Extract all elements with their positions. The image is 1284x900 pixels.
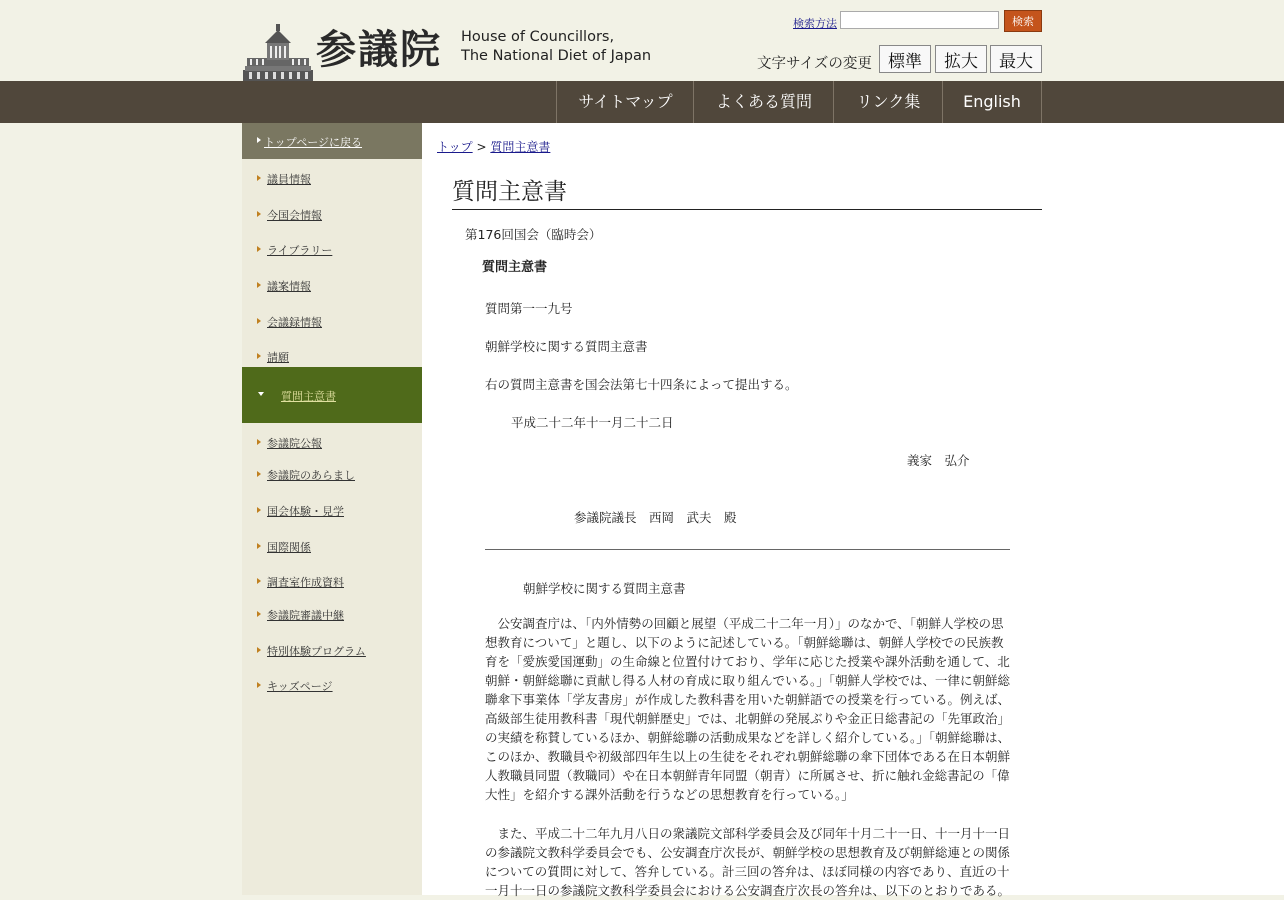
sidebar-item-bulletin — [242, 433, 422, 453]
triangle-right-icon — [257, 175, 261, 181]
submission-statement: 右の質問主意書を国会法第七十四条によって提出する。 — [485, 377, 798, 392]
triangle-right-icon — [257, 507, 261, 513]
document-heading: 質問主意書 — [482, 260, 548, 275]
triangle-right-icon — [257, 647, 261, 653]
font-size-label: 文字サイズの変更 — [757, 56, 872, 72]
sidebar-item-bills — [242, 276, 422, 296]
sidebar-item-broadcast — [242, 605, 422, 625]
nav-sitemap[interactable]: サイトマップ — [556, 81, 694, 123]
question-paragraph-2: また、平成二十二年九月八日の衆議院文部科学委員会及び同年十月二十一日、十一月十一日の参議院文教科学委員会でも、公安調査庁次長が、朝鮮学校の思想教育及び朝鮮総連との関係についての質問に対して、答弁している。計三回の答弁は、ほぼ同様の内容であり、直近の十一月十一日の参議院文教科学委員会における公安調査庁次長の答弁は、以下のとおりである。 — [485, 826, 1011, 898]
page-title: 質問主意書 — [452, 173, 1042, 210]
sidebar-item-label[interactable]: 国会体験・見学 — [267, 505, 344, 518]
question-body-title: 朝鮮学校に関する質問主意書 — [523, 581, 686, 596]
question-title: 朝鮮学校に関する質問主意書 — [485, 339, 648, 354]
triangle-right-icon — [257, 471, 261, 477]
font-size-max-button[interactable]: 最大 — [990, 45, 1042, 73]
breadcrumb — [437, 138, 550, 155]
sidebar-item-tours — [242, 501, 422, 521]
nav-faq[interactable]: よくある質問 — [693, 81, 834, 123]
breadcrumb-top-link[interactable]: トップ — [437, 140, 473, 154]
question-number: 質問第一一九号 — [485, 301, 573, 316]
triangle-right-icon — [257, 353, 261, 359]
sidebar-item-kids — [242, 676, 422, 696]
search-method-link[interactable]: 検索方法 — [793, 17, 837, 30]
divider — [485, 549, 1010, 550]
triangle-right-icon — [257, 211, 261, 217]
sidebar-top-link-box — [242, 123, 422, 159]
sidebar-item-label[interactable]: 質問主意書 — [281, 390, 336, 403]
sidebar-item-label[interactable]: キッズページ — [267, 680, 333, 693]
question-paragraph-1: 公安調査庁は、「内外情勢の回顧と展望（平成二十二年一月）」のなかで、「朝鮮人学校の思想教育について」と題し、以下のように記述している。「朝鮮総聯は、朝鮮人学校での民族教育を「愛族愛国運動」の生命線と位置付けており、学年に応じた授業や課外活動を通して、北朝鮮・朝鮮総聯に貢献し得る人材の育成に取り組んでいる。」「朝鮮人学校では、一律に朝鮮総聯傘下事業体「学友書房」が作成した教科書を用いた朝鮮語での授業を行っている。例えば、高級部生徒用教科書「現代朝鮮歴史」では、北朝鮮の発展ぶりや金正日総書記の「先軍政治」の実績を称賛しているほか、朝鮮総聯の活動成果などを詳しく紹介している。」「朝鮮総聯は、このほか、教職員や初級部四年生以上の生徒をそれぞれ朝鮮総聯の傘下団体である在日本朝鮮人教職員同盟（教職同）や在日本朝鮮青年同盟（朝青）に所属させ、折に触れ金総書記の「偉大性」を紹介する課外活動を行うなどの思想教育を行っている。」 — [485, 616, 1011, 802]
sidebar-item-label[interactable]: 参議院審議中継 — [267, 609, 344, 622]
sidebar — [242, 123, 422, 895]
nav-english[interactable]: English — [942, 81, 1042, 123]
sidebar-item-label[interactable]: ライブラリー — [267, 244, 333, 257]
triangle-right-icon — [257, 578, 261, 584]
sidebar-item-label[interactable]: 調査室作成資料 — [267, 576, 344, 589]
sidebar-item-members — [242, 169, 422, 189]
triangle-right-icon — [257, 543, 261, 549]
breadcrumb-separator: > — [476, 140, 487, 154]
triangle-right-icon — [257, 318, 261, 324]
search-input[interactable] — [840, 11, 999, 29]
sidebar-item-international — [242, 537, 422, 557]
sidebar-item-questions-active — [242, 367, 422, 423]
right-margin — [1042, 123, 1284, 895]
triangle-right-icon — [257, 282, 261, 288]
global-nav — [0, 81, 1284, 123]
breadcrumb-current-link[interactable]: 質問主意書 — [490, 140, 551, 154]
sidebar-item-home[interactable]: トップページに戻る — [264, 136, 363, 149]
site-header — [0, 0, 1284, 81]
sidebar-item-label[interactable]: 特別体験プログラム — [267, 645, 366, 658]
font-size-large-button[interactable]: 拡大 — [935, 45, 987, 73]
search-button[interactable]: 検索 — [1004, 10, 1042, 32]
sidebar-item-library — [242, 240, 422, 260]
sidebar-item-label[interactable]: 参議院のあらまし — [267, 469, 355, 482]
sidebar-item-label[interactable]: 会議録情報 — [267, 316, 322, 329]
sidebar-item-minutes — [242, 312, 422, 332]
sidebar-item-label[interactable]: 今国会情報 — [267, 209, 322, 222]
triangle-right-icon — [257, 611, 261, 617]
sidebar-item-overview — [242, 465, 422, 485]
submission-date: 平成二十二年十一月二十二日 — [511, 415, 674, 430]
triangle-right-icon — [257, 439, 261, 445]
triangle-right-icon — [257, 246, 261, 252]
question-author: 義家 弘介 — [907, 453, 970, 468]
triangle-down-icon — [258, 392, 264, 396]
sidebar-item-label[interactable]: 国際関係 — [267, 541, 311, 554]
logo-kanji: 参議院 — [316, 26, 442, 73]
sidebar-item-petitions — [242, 347, 422, 367]
triangle-right-icon — [257, 137, 261, 143]
sidebar-item-current-diet — [242, 205, 422, 225]
sidebar-item-label[interactable]: 請願 — [267, 351, 289, 364]
logo-english-line-2: The National Diet of Japan — [461, 48, 652, 64]
question-addressee: 参議院議長 西岡 武夫 殿 — [574, 510, 737, 525]
triangle-right-icon — [257, 682, 261, 688]
nav-links[interactable]: リンク集 — [833, 81, 943, 123]
logo-english-line-1: House of Councillors, — [461, 29, 615, 45]
sidebar-item-label[interactable]: 参議院公報 — [267, 437, 322, 450]
sidebar-item-label[interactable]: 議員情報 — [267, 173, 311, 186]
diet-session: 第176回国会（臨時会） — [465, 227, 602, 242]
sidebar-item-research — [242, 572, 422, 592]
sidebar-item-label[interactable]: 議案情報 — [267, 280, 311, 293]
diet-building-icon — [243, 22, 313, 81]
sidebar-item-special-program — [242, 641, 422, 661]
font-size-standard-button[interactable]: 標準 — [879, 45, 931, 73]
